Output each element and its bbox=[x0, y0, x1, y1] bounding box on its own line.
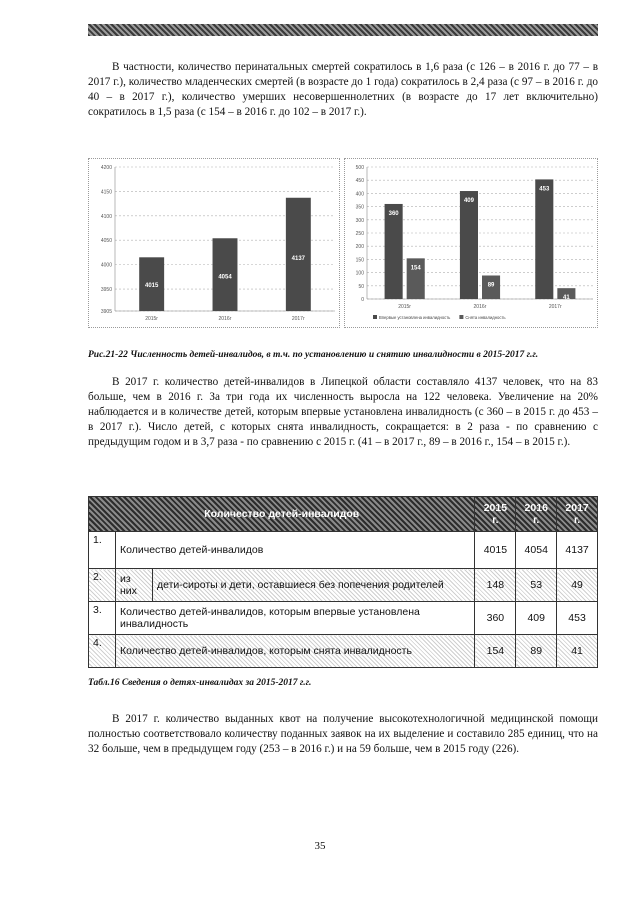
y-tick-label: 250 bbox=[355, 231, 364, 237]
x-tick-label: 2015г bbox=[398, 304, 412, 310]
table-row bbox=[89, 532, 598, 569]
paragraph-mortality: В частности, количество перинатальных смертей сократилось в 1,6 раза (с 126 – в 2016 г. до 77 – в 2017 г.), количество младенческих смертей (в возрасте до 1 года) сократилось в 2,4 раза (с 97 – в 2016 г. до 40 – в 2017 г.), количество умерших несовершеннолетних (в возрасте до 17 лет включительно) сократилось в 1,5 раза (с 154 – в 2016 г. до 102 – в 2017 г.). bbox=[88, 61, 598, 118]
paragraph-disabled-children: В 2017 г. количество детей-инвалидов в Липецкой области составляло 4137 человек, что на 83 больше, чем в 2016 г. За три года их численность выросла на 122 человека. Увеличение на 20% наблюдается и в количестве детей, которым впервые установлена инвалидность (с 360 – в 2015 г. до 453 – в 2017 г.). Число детей, с которых снята инвалидность, сокращается: в 2 раза - по сравнению с предыдущим годом и в 3,7 раза - по сравнению с 2015 г. (41 – в 2017 г., 89 – в 2016 г., 154 – в 2015 г.). bbox=[88, 376, 598, 448]
chart-established-removed-svg bbox=[345, 159, 599, 329]
cell-2016: 409 bbox=[516, 602, 557, 635]
cell-2016: 4054 bbox=[516, 532, 557, 569]
cell-2015: 4015 bbox=[475, 532, 516, 569]
row-index: 1. bbox=[89, 532, 116, 569]
y-tick-label: 400 bbox=[355, 191, 364, 198]
y-tick-label: 4100 bbox=[100, 213, 112, 220]
cell-2016: 53 bbox=[516, 569, 557, 602]
y-tick-label: 50 bbox=[358, 283, 364, 290]
y-tick-label: 4150 bbox=[100, 189, 112, 196]
cell-2015: 360 bbox=[475, 602, 516, 635]
chart-children-disabled-total bbox=[88, 158, 340, 328]
legend-swatch bbox=[373, 315, 377, 319]
y-tick-label: 4050 bbox=[100, 238, 112, 245]
cell-2015: 148 bbox=[475, 569, 516, 602]
y-tick-label: 500 bbox=[355, 165, 364, 171]
y-tick-label: 300 bbox=[355, 217, 364, 224]
legend-label: Впервые установлена инвалидность bbox=[379, 315, 451, 320]
y-tick-label: 450 bbox=[355, 178, 364, 185]
bar bbox=[286, 198, 311, 311]
bar bbox=[535, 179, 553, 299]
table-header-row bbox=[89, 497, 598, 532]
page-number: 35 bbox=[314, 840, 326, 852]
data-label: 360 bbox=[388, 210, 399, 217]
bar bbox=[460, 191, 478, 299]
legend-swatch bbox=[459, 315, 463, 319]
y-tick-label: 150 bbox=[355, 257, 364, 264]
disabled-children-table bbox=[88, 496, 598, 668]
row-index: 2. bbox=[89, 569, 116, 602]
data-label: 4015 bbox=[144, 282, 159, 289]
y-tick-label: 100 bbox=[355, 270, 364, 277]
row-label: дети-сироты и дети, оставшиеся без попечения родителей bbox=[153, 569, 475, 602]
legend-label: Снята инвалидность bbox=[465, 315, 506, 320]
data-label: 409 bbox=[463, 198, 474, 205]
row-index: 4. bbox=[89, 635, 116, 668]
y-tick-label: 4000 bbox=[100, 262, 112, 269]
y-tick-label: 4200 bbox=[100, 165, 112, 171]
row-prefix: из них bbox=[116, 569, 153, 602]
row-label: Количество детей-инвалидов, которым впервые установлена инвалидность bbox=[116, 602, 475, 635]
data-label: 4137 bbox=[291, 256, 306, 263]
bar bbox=[385, 204, 403, 299]
cell-2017: 4137 bbox=[557, 532, 598, 569]
chart-established-removed bbox=[344, 158, 598, 328]
y-tick-label: 350 bbox=[355, 204, 364, 211]
cell-2017: 41 bbox=[557, 635, 598, 668]
table-row bbox=[89, 635, 598, 668]
data-label: 154 bbox=[410, 265, 421, 272]
paragraph-quotas: В 2017 г. количество выданных квот на получение высокотехнологичной медицинской помощи полностью соответствовало количеству поданных заявок на их выделение и составило 285 единиц, что на 32 больше, чем в предыдущем году (253 – в 2016 г.) и на 59 больше, чем в 2015 году (226). bbox=[88, 713, 598, 755]
y-tick-label: 200 bbox=[355, 244, 364, 251]
data-label: 89 bbox=[487, 282, 495, 289]
table-row bbox=[89, 569, 598, 602]
data-label: 453 bbox=[539, 186, 550, 193]
row-label: Количество детей-инвалидов bbox=[116, 532, 475, 569]
y-tick-label: 3905 bbox=[100, 309, 112, 315]
table-caption: Табл.16 Сведения о детях-инвалидах за 2015-2017 г.г. bbox=[88, 678, 312, 688]
cell-2016: 89 bbox=[516, 635, 557, 668]
header-decorative-band bbox=[88, 24, 598, 36]
cell-2017: 49 bbox=[557, 569, 598, 602]
x-tick-label: 2017г bbox=[548, 304, 562, 310]
cell-2017: 453 bbox=[557, 602, 598, 635]
table-row bbox=[89, 602, 598, 635]
data-label: 41 bbox=[563, 295, 570, 302]
y-tick-label: 3950 bbox=[100, 287, 112, 294]
y-tick-label: 0 bbox=[361, 297, 364, 303]
table-header-2017: 2017 г. bbox=[557, 497, 598, 532]
table-header-2015: 2015 г. bbox=[475, 497, 516, 532]
table-header-label: Количество детей-инвалидов bbox=[89, 497, 475, 532]
x-tick-label: 2016г bbox=[473, 304, 487, 310]
table-header-2016: 2016 г. bbox=[516, 497, 557, 532]
charts-container bbox=[88, 158, 598, 330]
chart-total-svg bbox=[89, 159, 341, 329]
row-index: 3. bbox=[89, 602, 116, 635]
data-label: 4054 bbox=[218, 274, 232, 281]
row-label: Количество детей-инвалидов, которым снята инвалидность bbox=[116, 635, 475, 668]
cell-2015: 154 bbox=[475, 635, 516, 668]
x-tick-label: 2017г bbox=[291, 316, 305, 322]
figure-caption: Рис.21-22 Численность детей-инвалидов, в т.ч. по установлению и снятию инвалидности в 2015-2017 г.г. bbox=[88, 350, 539, 360]
x-tick-label: 2016г bbox=[218, 316, 232, 322]
x-tick-label: 2015г bbox=[145, 316, 159, 322]
